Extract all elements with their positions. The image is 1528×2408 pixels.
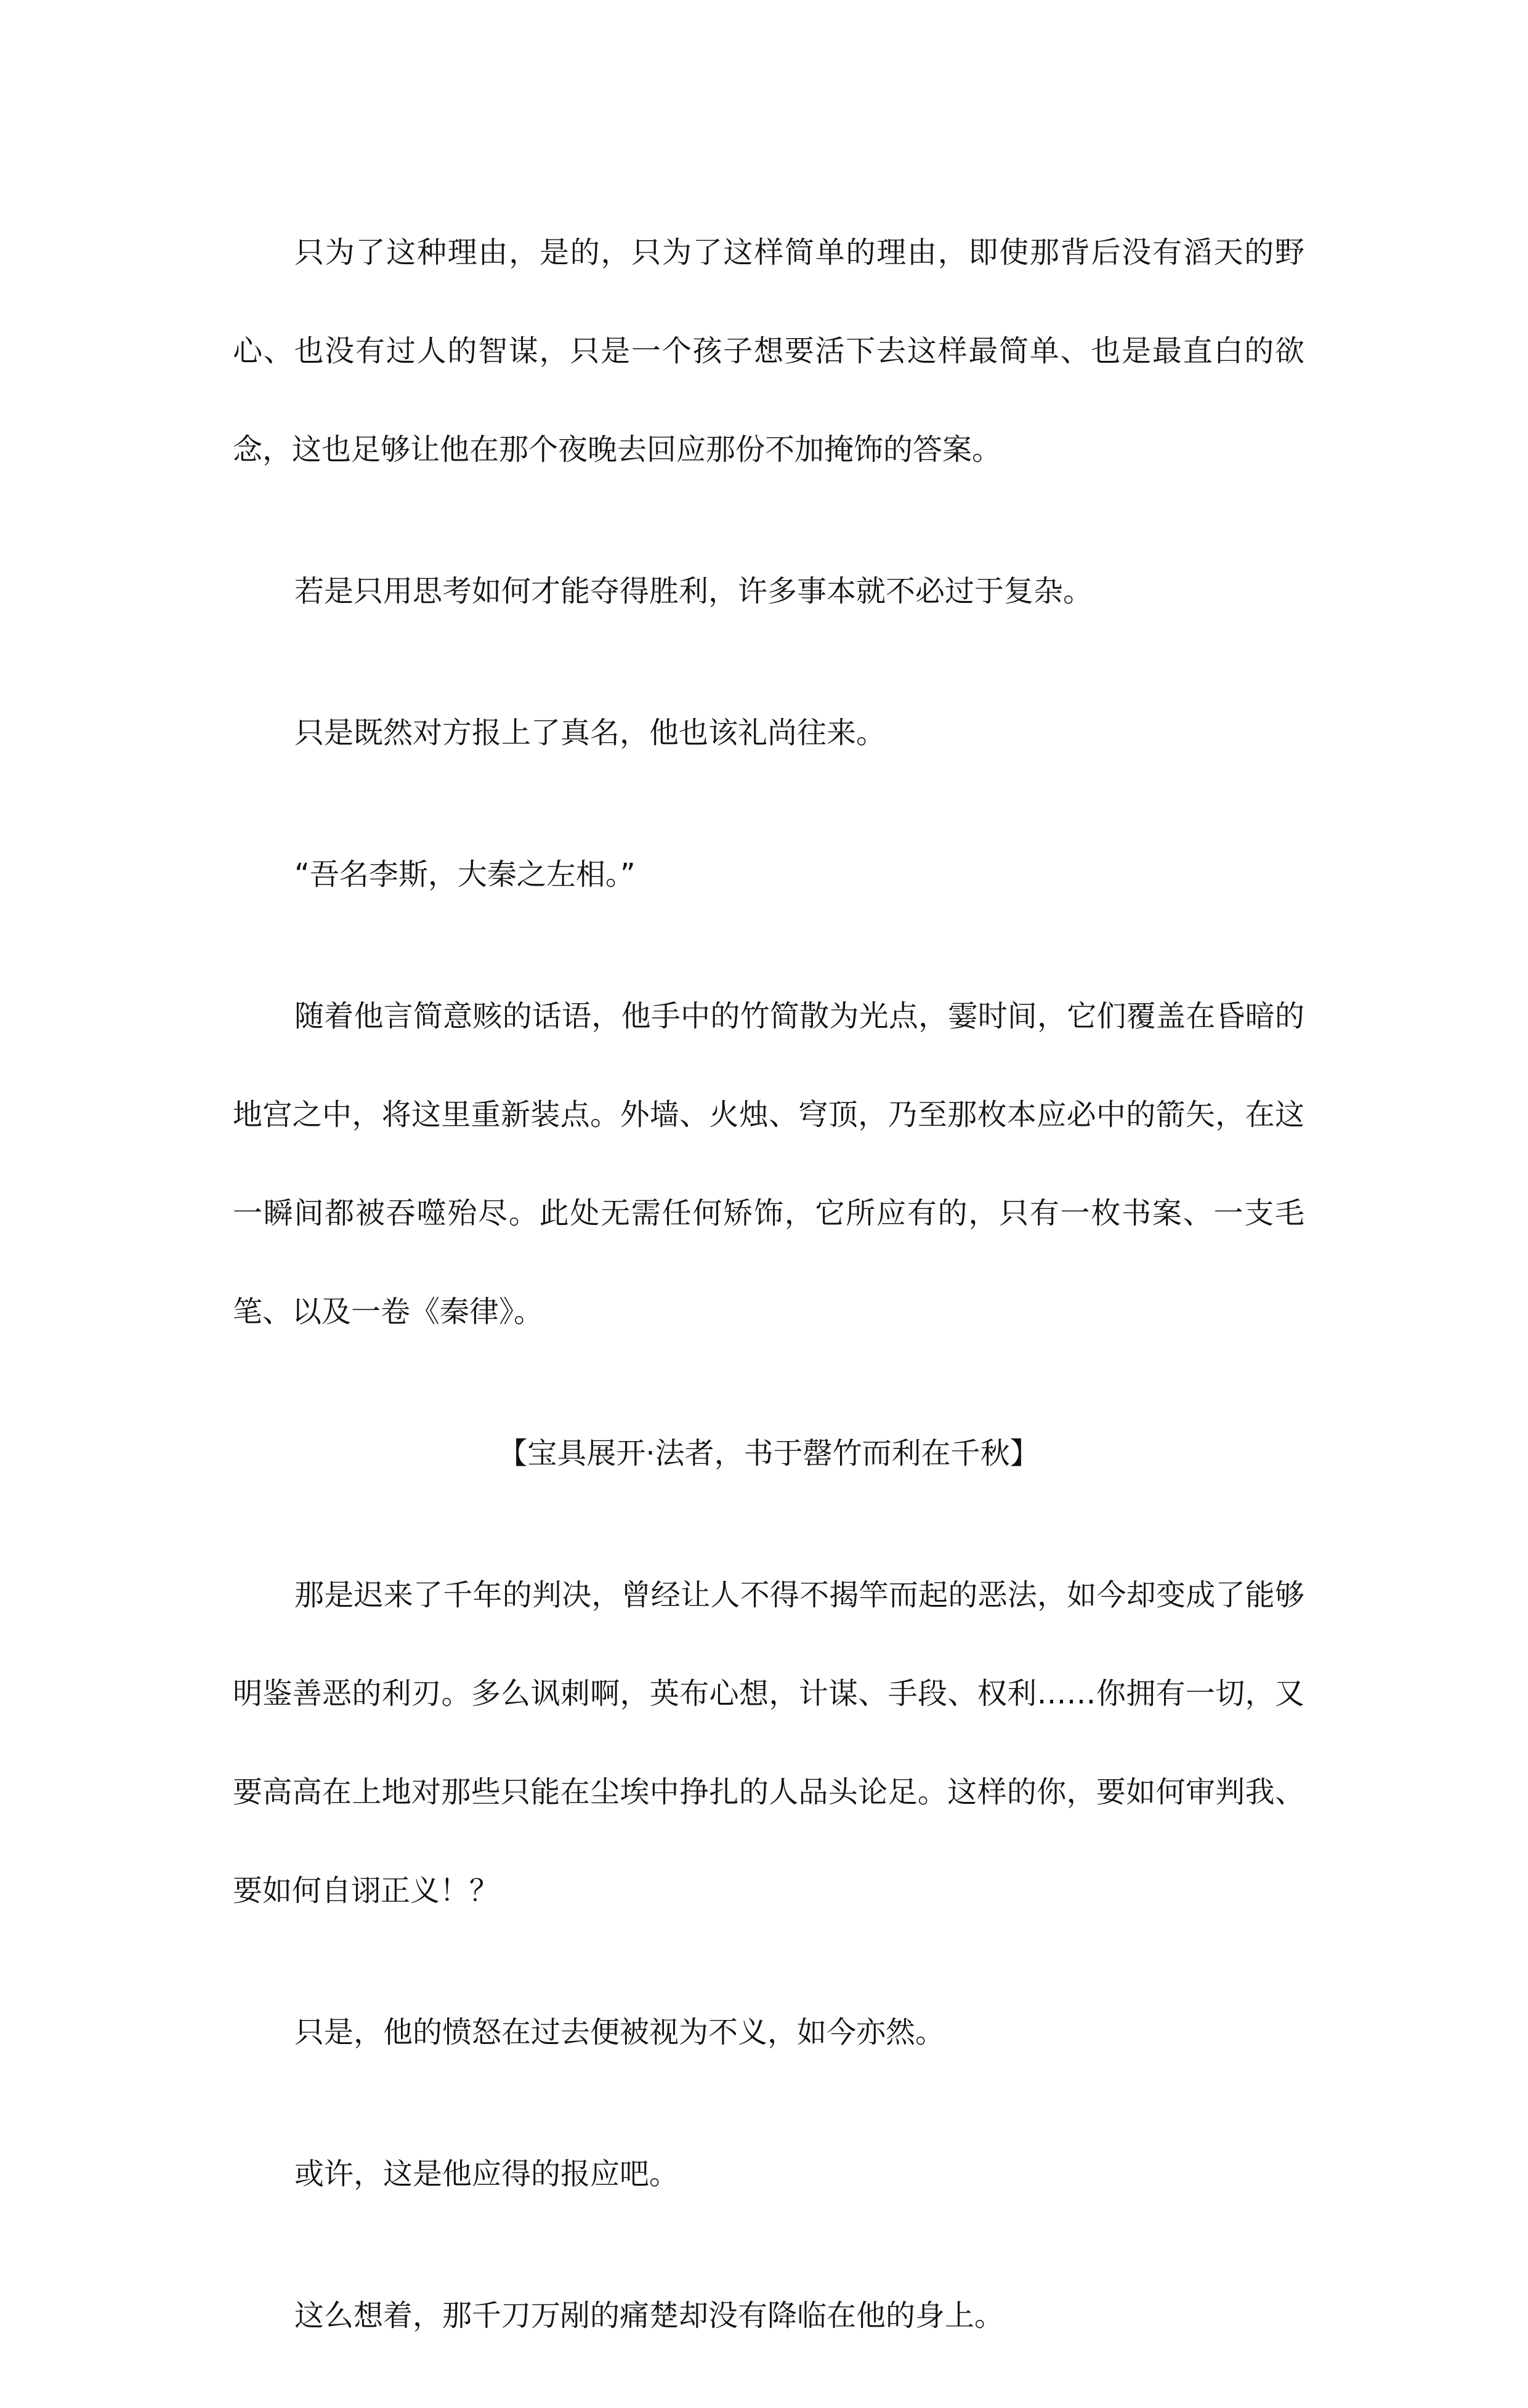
paragraph: 只是，他的愤怒在过去便被视为不义，如今亦然。	[294, 2015, 945, 2050]
section-heading: 【宝具展开·法者，书于罄竹而利在千秋】	[498, 1436, 1040, 1471]
paragraph: 或许，这是他应得的报应吧。	[294, 2157, 679, 2191]
paragraph: 这么想着，那千刀万剐的痛楚却没有降临在他的身上。	[294, 2298, 1005, 2333]
paragraph: 只是既然对方报上了真名，他也该礼尚往来。	[294, 716, 886, 750]
paragraph: 只为了这种理由，是的，只为了这样简单的理由，即使那背后没有滔天的野心、也没有过人的智谋，只是一个孩子想要活下去这样最简单、也是最直白的欲念，这也足够让他在那个夜晚去回应那份不加掩饰的答案。	[233, 235, 1304, 467]
paragraph: 随着他言简意赅的话语，他手中的竹简散为光点，霎时间，它们覆盖在昏暗的地宫之中，将这里重新装点。外墙、火烛、穹顶，乃至那枚本应必中的箭矢，在这一瞬间都被吞噬殆尽。此处无需任何矫饰，它所应有的，只有一枚书案、一支毛笔、以及一卷《秦律》。	[233, 999, 1304, 1329]
paragraph: 若是只用思考如何才能夺得胜利，许多事本就不必过于复杂。	[294, 574, 1093, 608]
document-page	[233, 203, 1304, 2408]
dialogue-line: “吾名李斯，大秦之左相。”	[294, 857, 636, 892]
paragraph: 那是迟来了千年的判决，曾经让人不得不揭竿而起的恶法，如今却变成了能够明鉴善恶的利刃。多么讽刺啊，英布心想，计谋、手段、权利……你拥有一切，又要高高在上地对那些只能在尘埃中挣扎的人品头论足。这样的你，要如何审判我、要如何自诩正义！？	[233, 1578, 1304, 1908]
